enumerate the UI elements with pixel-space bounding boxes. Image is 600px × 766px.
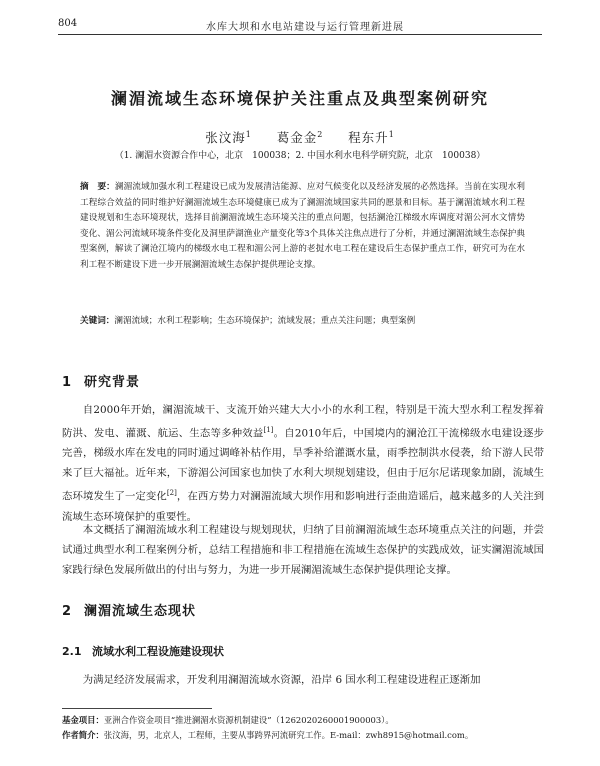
author-bio-label: 作者简介： [62,730,104,740]
paper-title: 澜湄流域生态环境保护关注重点及典型案例研究 [110,89,489,108]
keywords [80,314,525,328]
affiliations: （1. 澜湄水资源合作中心，北京 100038；2. 中国水利水电科学研究院，北京 100038） [114,151,486,161]
author-name: 程东升 [348,130,389,145]
paragraph-text: 为满足经济发展需求，开发利用澜湄流域水资源，沿岸 6 国水利工程建设进程正逐渐加 [82,674,481,686]
author-name: 张汶海 [205,130,246,145]
author-affiliation-mark: 1 [245,129,252,139]
author-bio-text: 张汶海，男，北京人，工程师，主要从事跨界河流研究工作。E-mail：zwh8915@hotmail.com。 [103,730,474,740]
funding-text: 亚洲合作资金项目“推进澜湄水资源机制建设”（1262020260001900003）。 [103,715,394,725]
footnote-divider [62,708,212,709]
keywords-text: 澜湄流域；水利工程影响；生态环境保护；流域发展；重点关注问题；典型案例 [114,316,416,326]
page-number: 804 [58,18,78,29]
paragraph-text: 自2000年开始，澜湄流域干、支流开始兴建大大小小的水利工程，特别是干流大型水利工程发挥着防洪、发电、灌溉、航运、生态等多种效益 [62,404,544,440]
citation: [1] [263,426,274,434]
abstract-label: 摘 要： [80,182,115,192]
paragraph-text: ，在西方势力对澜湄流域大坝作用和影响进行歪曲造谣后，越来越多的人关注到流域生态环境保护的重要性。 [62,490,544,523]
abstract [80,180,525,274]
funding-label: 基金项目： [62,715,104,725]
funding-footnote [62,713,544,728]
paragraph-infrastructure [62,670,544,690]
section-title: 澜湄流域生态现状 [84,604,197,619]
section-heading-ecology [62,600,196,619]
keywords-label: 关键词： [80,316,115,326]
section-number: 2 [62,604,73,619]
section-number: 1 [62,375,73,390]
footnotes [62,713,544,743]
citation: [2] [166,489,177,498]
author-list [0,128,600,146]
author-affiliation-mark: 2 [317,129,324,139]
paragraph-background-2 [62,520,544,580]
subsection-title: 流域水利工程设施建设现状 [92,645,224,658]
section-heading-background [62,371,140,390]
section-title: 研究背景 [84,375,141,390]
paragraph-background-1 [62,400,544,527]
abstract-text: 澜湄流域加强水利工程建设已成为发展清洁能源、应对气候变化以及经济发展的必然选择。当前在实现水利工程综合效益的同时维护好澜湄流域生态环境健康已成为了澜湄流域国家共同的愿景和目标。基于澜湄流域水利工程建设规划和生态环境现状，选择目前澜湄流域生态环境关注的重点问题，包括澜沧江梯级水库调度对湄公河水文情势变化、湄公河流域环境条件变化及洞里萨湖渔业产量变化等3个具体关注焦点进行了分析，并通过澜湄流域生态保护典型案例，解读了澜沧江境内的梯级水电工程和湄公河上游的老挝水电工程在建设后生态保护重点工作，研究可为在水利工程不断建设下进一步开展澜湄流域生态保护提供理论支撑。 [80,182,525,270]
author-name: 葛金金 [276,130,318,145]
subsection-heading [62,643,224,659]
paragraph-text: 。自2010年后，中国境内的澜沧江干流梯级水电建设逐步完善，梯级水库在发电的同时通过调峰补枯作用，旱季补给灌溉水量，雨季控制洪水侵袭，给下游人民带来了巨大福祉。近年来，下游湄公河国家也加快了水利大坝规划建设，但由于厄尔尼诺现象加剧，流域生态环境发生了一定变化 [62,427,544,503]
subsection-number: 2.1 [62,645,82,658]
author-affiliation-mark: 1 [388,129,395,139]
journal-title: 水库大坝和水电站建设与运行管理新进展 [206,22,404,33]
running-header [58,16,542,35]
author-bio-footnote [62,728,544,743]
paragraph-text: 本文概括了澜湄流域水利工程建设与规划现状，归纳了目前澜湄流域生态环境重点关注的问题，并尝试通过典型水利工程案例分析，总结工程措施和非工程措施在流域生态保护的实践成效，证实澜湄流域国家践行绿色发展所做出的付出与努力，为进一步开展澜湄流域生态保护提供理论支撑。 [62,524,544,576]
